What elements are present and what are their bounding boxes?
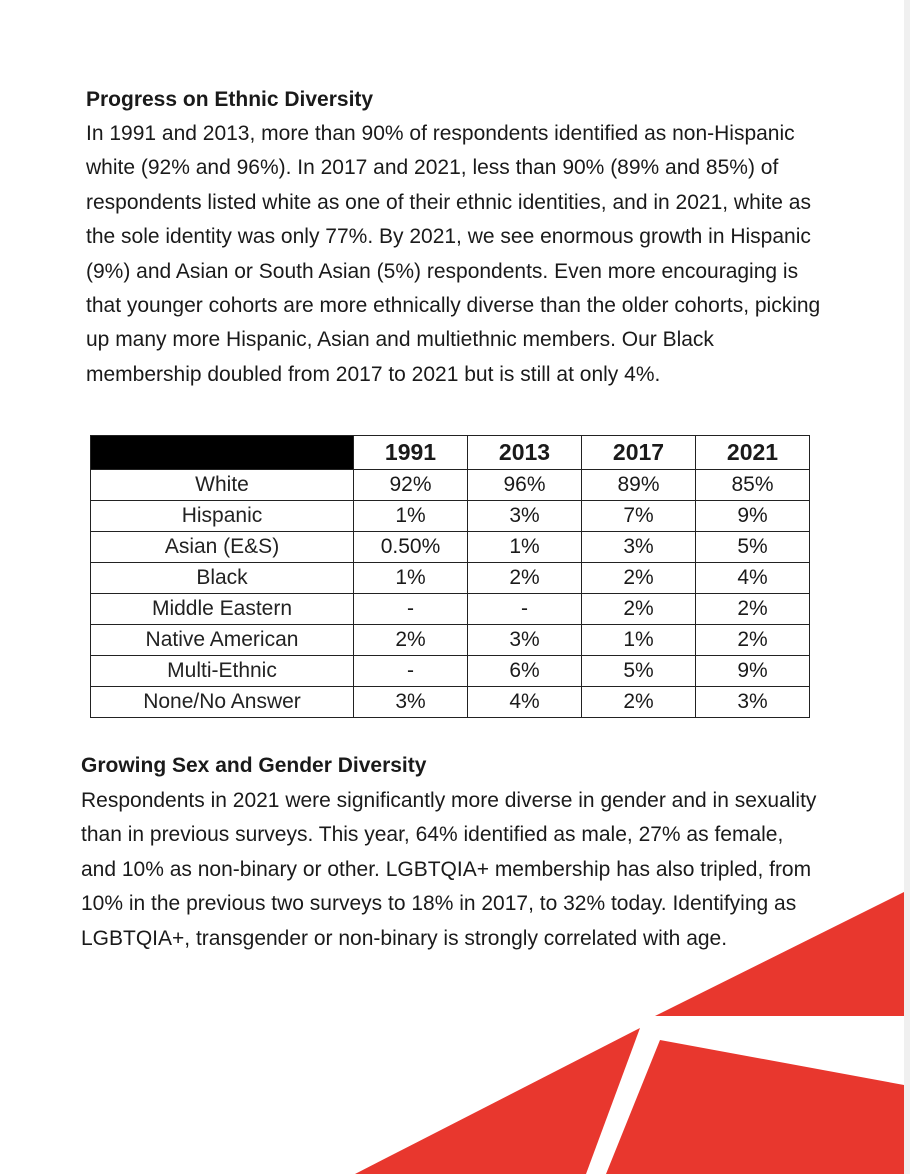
table-cell: 2% [582,563,696,594]
section-heading-ethnic-diversity: Progress on Ethnic Diversity [86,88,374,111]
row-label: None/No Answer [91,687,354,718]
row-label: White [91,470,354,501]
table-cell: 2% [696,625,810,656]
table-cell: 85% [696,470,810,501]
row-label: Hispanic [91,501,354,532]
row-label: Multi-Ethnic [91,656,354,687]
table-cell: 2% [696,594,810,625]
table-cell: 3% [582,532,696,563]
table-cell: 1% [354,501,468,532]
table-cell: 2% [582,687,696,718]
table-cell: - [468,594,582,625]
section-body-ethnic-diversity: In 1991 and 2013, more than 90% of respondents identified as non-Hispanic white (92% and 96%). In 2017 and 2021, less than 90% (89% and 85%) of respondents listed white as one of their ethnic identities, and in 2021, white as the sole identity was only 77%. By 2021, we see enormous growth in Hispanic (9%) and Asian or South Asian (5%) respondents. Even more encouraging is that younger cohorts are more ethnically diverse than the older cohorts, picking up many more Hispanic, Asian and multiethnic members. Our Black membership doubled from 2017 to 2021 but is still at only 4%. [86,122,821,386]
red-shape-left [355,1028,640,1174]
red-triangle-upper [655,892,904,1016]
table-cell: 9% [696,656,810,687]
table-cell: - [354,656,468,687]
row-label: Asian (E&S) [91,532,354,563]
table-cell: 4% [696,563,810,594]
table-cell: 1% [582,625,696,656]
table-cell: 6% [468,656,582,687]
table-cell: 3% [468,625,582,656]
red-shape-right [606,1040,904,1174]
section-body-gender-diversity: Respondents in 2021 were significantly more diverse in gender and in sexuality than in previous surveys. This year, 64% identified as male, 27% as female, and 10% as non-binary or other. LGBTQIA+ membership has also tripled, from 10% in the previous two surveys to 18% in 2017, to 32% today. Identifying as LGBTQIA+, transgender or non-binary is strongly correlated with age. [81,789,817,950]
row-label: Black [91,563,354,594]
year-header: 2013 [468,436,582,470]
table-cell: 4% [468,687,582,718]
table-cell: 2% [354,625,468,656]
table-cell: 7% [582,501,696,532]
table-cell: 5% [696,532,810,563]
table-cell: 9% [696,501,810,532]
section-heading-gender-diversity: Growing Sex and Gender Diversity [81,754,427,777]
table-cell: - [354,594,468,625]
year-header: 2021 [696,436,810,470]
table-cell: 3% [468,501,582,532]
row-label: Middle Eastern [91,594,354,625]
table-cell: 1% [468,532,582,563]
table-cell: 2% [582,594,696,625]
page-edge [904,0,910,1174]
table-cell: 3% [696,687,810,718]
table-cell: 1% [354,563,468,594]
table-cell: 5% [582,656,696,687]
table-cell: 96% [468,470,582,501]
table-cell: 2% [468,563,582,594]
year-header: 1991 [354,436,468,470]
table-cell: 89% [582,470,696,501]
year-header: 2017 [582,436,696,470]
table-cell: 3% [354,687,468,718]
table-cell: 92% [354,470,468,501]
table-cell: 0.50% [354,532,468,563]
row-label: Native American [91,625,354,656]
